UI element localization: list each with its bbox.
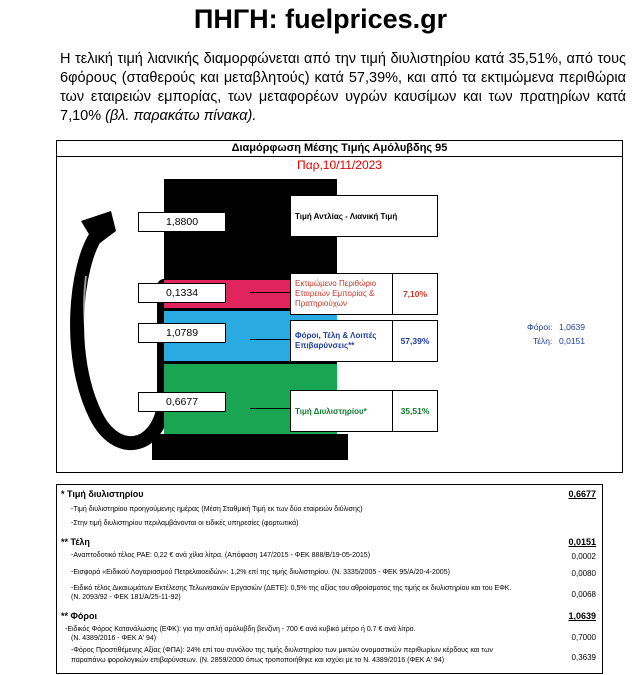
pump-margins-value: 0,1334	[138, 283, 226, 303]
label-total	[290, 195, 438, 237]
label-margins	[290, 273, 438, 315]
fees-row-value: 0,0068	[571, 590, 596, 599]
fees-row-value: 0,0080	[571, 569, 596, 578]
taxes-row-label-2: παραπάνω φορολογικών επιβαρύνσεων. (Ν. 2859/2000 όπως τροποποιήθηκε και ισχύει με το Ν. 4389/2016 (ΦΕΚ Α' 94)	[71, 657, 445, 664]
connector-total	[250, 221, 290, 222]
label-margins-text: Εκτιμώμενο Περιθώριο Εταιρειών Εμπορίας & Πρατηριούχων	[295, 279, 377, 308]
intro-note: (βλ. παρακάτω πίνακα).	[105, 108, 257, 124]
side-fees-label: Τέλη:	[533, 336, 553, 346]
connector-margins	[250, 292, 290, 293]
refinery-header: * Τιμή διυλιστηρίου	[61, 489, 144, 499]
pump-taxes-value: 1,0789	[138, 323, 226, 343]
pump-total-value: 1,8800	[138, 212, 226, 232]
fees-row-label: -Εισφορά «Ειδικού Λογαριασμού Πετρελαιοειδών»: 1,2% επί της τιμής διυλιστηρίου. (Ν. 3335/2005 - ΦΕΚ 95/Α/20-4-2005)	[71, 569, 450, 576]
pump-base	[152, 434, 348, 460]
side-taxes-value: 1,0639	[559, 322, 585, 332]
details-table	[56, 484, 603, 674]
label-margins-percent: 7,10%	[392, 274, 437, 314]
source-title: ΠΗΓΗ: fuelprices.gr	[193, 4, 448, 34]
fees-total: 0,0151	[568, 537, 596, 547]
label-total-text: Τιμή Αντλίας - Λιανική Τιμή	[295, 211, 398, 221]
box-title: Διαμόρφωση Μέσης Τιμής Αμόλυβδης 95	[57, 141, 622, 157]
fees-header: ** Τέλη	[61, 537, 90, 547]
side-fees-value: 0,0151	[559, 336, 585, 346]
fees-row-value: 0,0002	[571, 552, 596, 561]
taxes-row-label: -Φόρος Προστιθέμενης Αξίας (ΦΠΑ): 24% επί του συνόλου της τιμής διυλιστηρίου των μικτών ονομαστικών περιθωρίων κέρδους και των	[71, 647, 493, 654]
taxes-total: 1,0639	[568, 611, 596, 621]
label-refinery-percent: 35,51%	[392, 391, 437, 431]
taxes-row-label: -Ειδικός Φόρος Κατανάλωσης (ΕΦΚ): για την απλή αμόλυβδη βενζίνη - 700 € ανά κυβικό μέτρο ή 0.7 € ανά λίτρο.	[65, 626, 416, 633]
taxes-row-value: 0,3639	[571, 653, 596, 662]
refinery-note-2: -Στην τιμή διυλιστηρίου περιλαμβάνονται οι ειδικές υπηρεσίες (φορτωτικά)	[71, 520, 299, 527]
taxes-header: ** Φόροι	[61, 611, 97, 621]
refinery-note-1: -Τιμή διυλιστηρίου προηγούμενης ημέρας (Μέση Σταθμική Τιμή εκ των δύο εταιρειών διύλισης)	[71, 506, 363, 513]
connector-taxes	[250, 339, 290, 340]
label-refinery	[290, 390, 438, 432]
connector-refinery	[250, 408, 290, 409]
refinery-total: 0,6677	[568, 489, 596, 499]
label-taxes	[290, 320, 438, 362]
taxes-row-label-2: (Ν. 4389/2016 - ΦΕΚ Α' 94)	[71, 635, 157, 642]
intro-paragraph	[60, 50, 626, 126]
label-taxes-text: Φόροι, Τέλη & Λοιπές Επιβαρύνσεις**	[295, 331, 377, 350]
fees-row-label: -Αναπτοδοτικό τέλος ΡΑΕ: 0,22 € ανά χίλια λίτρα. (Απόφαση 147/2015 - ΦΕΚ 888/Β/19-05-2015)	[71, 552, 371, 559]
taxes-row-value: 0,7000	[571, 633, 596, 642]
fees-row-label-2: (Ν. 2093/92 - ΦΕΚ 181/Α/25-11-92)	[71, 594, 181, 601]
fees-row-label: -Ειδικό τέλος Δικαιωμάτων Εκτέλεσης Τελωνειακών Εργασιών (ΔΕΤΕ): 0,5% της αξίας του αθροίσματος της τιμής εκ διυλιστηρίου και του ΕΦΚ.	[71, 585, 512, 592]
label-taxes-percent: 57,39%	[392, 321, 437, 361]
side-taxes-label: Φόροι:	[527, 322, 553, 332]
label-refinery-text: Τιμή Διυλιστηρίου*	[295, 406, 367, 416]
box-date: Παρ,10/11/2023	[297, 158, 382, 172]
intro-text: Η τελική τιμή λιανικής διαμορφώνεται από την τιμή διυλιστηρίου κατά 35,51%, από τους 6φόρους (σταθερούς και μεταβλητούς) κατά 57,39%, και από τα εκτιμώμενα περιθώρια των εταιρειών εμπορίας, των μεταφορέων υγρών καυσίμων και των πρατηρίων κατά 7,10%	[60, 51, 626, 124]
pump-refinery-value: 0,6677	[138, 392, 226, 412]
